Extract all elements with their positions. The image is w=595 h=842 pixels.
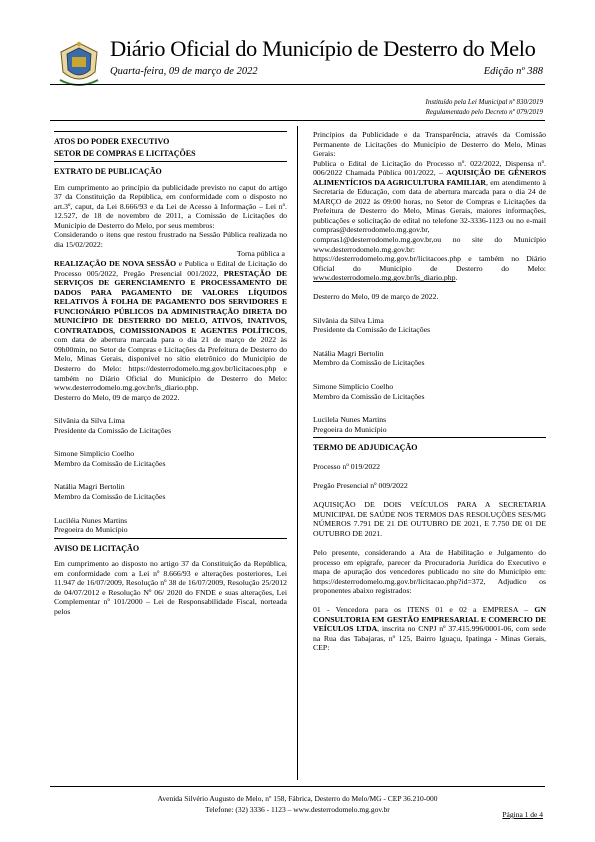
right-column <box>313 130 546 653</box>
signatory-role: Pregoeira do Município <box>313 424 387 434</box>
section-title: ATOS DO PODER EXECUTIVO <box>54 137 170 146</box>
signatory-name: Lucilela Nunes Martins <box>313 415 387 425</box>
extrato-object-paragraph <box>54 259 287 393</box>
signatory-role: Presidente da Comissão de Licitações <box>54 425 172 435</box>
aviso-heading: AVISO DE LICITAÇÃO <box>54 543 140 553</box>
signatory-name: Simone Simplício Coelho <box>313 381 394 391</box>
signatory-name: Silvânia da Silva Lima <box>313 315 384 325</box>
vencedora-paragraph <box>313 605 546 653</box>
footer-address: Avenida Silvério Augusto de Melo, nº 158, Fábrica, Desterro do Melo/MG - CEP 36.210-000 <box>157 794 438 803</box>
section-rule <box>313 437 546 438</box>
aviso-paragraph: Em cumprimento ao disposto no artigo 37 da Constituição da República, em conformidade com a Lei nº 8.666/93 e alterações posteriores, Lei 11.947 de 16/07/2009, Resolução nº 38 de 16/07/2009, Resolução 25/2012 de 04/07/2012 e Resolução Nº 06/ 2020 do FNDE e suas alterações, Lei Complementar nº 101/2000 – Lei de Responsabilidade Fiscal, norteada pelos <box>54 559 287 616</box>
processo-number: Processo nº 019/2022 <box>313 462 380 472</box>
company-name: GN CONSULTORIA EM GESTÃO EMPRESARIAL E COMERCIO DE VEÍCULOS LTDA <box>313 605 546 634</box>
institution-decree: Regulamentado pelo Decreto nº 079/2019 <box>425 108 543 116</box>
signatory-name: Natália Magri Bertolin <box>313 348 384 358</box>
section-rule <box>54 538 287 539</box>
termo-heading: TERMO DE ADJUDICAÇÃO <box>313 443 418 453</box>
section-subtitle: SETOR DE COMPRAS E LICITAÇÕES <box>54 148 196 158</box>
left-column <box>54 128 287 616</box>
footer-rule <box>50 786 545 787</box>
journal-title: Diário Oficial do Município de Desterro do Melo <box>110 36 536 61</box>
section-rule <box>54 161 287 162</box>
footer-contact: Telefone: (32) 3336 - 1123 – www.desterrodomelo.mg.gov.br <box>205 805 390 814</box>
header-rule <box>50 84 545 85</box>
place-date: Desterro do Melo, 09 de março de 2022. <box>54 392 180 402</box>
municipal-coat-of-arms-icon <box>57 40 101 88</box>
edital-details: , com data de abertura marcada para o dia 21 de março de 2022 às 09h00min, no Setor de Compras e Licitações da Prefeitura de Desterro do Melo, Minas Gerais, disponível no sítio eletrônico do Município de Desterro do Melo: https://desterrodomelo.mg.gov.br/licitacoes.php e também no Diário Oficial do Município de Desterro do Melo: www.desterrodomelo.mg.gov.br/ls_diario.php. <box>54 325 287 393</box>
column-divider <box>297 126 298 780</box>
extrato-paragraph: Em cumprimento ao princípio da publicidade previsto no caput do artigo 37 da Constituição da República, em conformidade com o disposto no art.3º, caput, da Lei 8.666/93 e da Lei de Acesso à Informação – Lei nº. 12.527, de 18 de novembro de 2011, a Comissão de Licitações do Município de Desterro do Melo, por seus membros: <box>54 182 287 230</box>
pregao-number: Pregão Presencial nº 009/2022 <box>313 481 408 491</box>
publication-date: Quarta-feira, 09 de março de 2022 <box>110 66 258 77</box>
aviso-continuation: Princípios da Publicidade e da Transparência, através da Comissão Permanente de Licitações do Município de Desterro do Melo, Minas Gerais: <box>313 130 546 159</box>
signatory-name: Luciléia Nunes Martins <box>54 515 128 525</box>
signatory-role: Presidente da Comissão de Licitações <box>313 325 431 335</box>
signatory-role: Pregoeira do Município <box>54 525 128 535</box>
object-description: AQUISIÇÃO DE GÊNEROS ALIMENTÍCIOS DA AGRICULTURA FAMILIAR <box>313 168 547 187</box>
nova-sessao-text: REALIZAÇÃO DE NOVA SESSÃO <box>54 259 177 269</box>
object-description: PRESTAÇÃO DE SERVIÇOS DE GERENCIAMENTO E PROCESSAMENTO DE DADOS PARA PAGAMENTO DE VALORES LÍQUIDOS RELATIVOS À FOLHA DE PAGAMENTO DOS SERVIDORES E FUNCIONÁRIO PÚBLICOS DA ADMINISTRAÇÃO DIRETA DO MUNICÍPIO DE DESTERRO DO MELO, ATIVOS, INATIVOS, CONTRATADOS, COMISSIONADOS E AGENTES POLÍTICOS <box>54 268 287 335</box>
edital-processo-text: Publica o Edital de Licitação do Processo nº. 022/2022, Dispensa nº. 006/2022 Chamada Pública 001/2022, – <box>313 158 546 178</box>
signatory-name: Natália Magri Bertolin <box>54 482 125 492</box>
extrato-torna-publica: Torna pública a <box>236 249 285 259</box>
chamada-publica-paragraph: Publica o Edital de Licitação do Processo nº. 022/2022, Dispensa nº. 006/2022 Chamada Pública 001/2022, – AQUISIÇÃO DE GÊNEROS ALIMENTÍCIOS DA AGRICULTURA FAMILIAR, em atendimento à Secretaria de Educação, com data de abertura marcada para o dia 24 de MARÇO de 2022 às 09:00 horas, no Setor de Compras e Licitações da Prefeitura de Desterro do Melo, Minas Gerais, maiores informações, publicações e solicitação de edital no telefone 32-3336-1123 ou no e-mail compras@desterrodomelo.mg.gov.br, compras1@desterrodomelo.mg.gov.br,ou no site do Município www.desterrodomelo.mg.gov.br: https://desterrodomelo.mg.gov.br/licitacoes.php e também no Diário Oficial do Município de Desterro do Melo: www.desterrodomelo.mg.gov.br/ls_diario.php. <box>313 158 547 283</box>
extrato-considerando: Considerando o itens que restou frustrado na Sessão Pública realizada no dia 15/02/2022: <box>54 230 287 249</box>
edition-number: Edição nº 388 <box>483 66 543 77</box>
edital-details: , em atendimento à Secretaria de Educação, com data de abertura marcada para o dia 24 de MARÇO de 2022 às 09:00 horas, no Setor de Compras e Licitações da Prefeitura de Desterro do Melo, Minas Gerais, maiores informações, publicações e solicitação de edital no telefone 32-3336-1123 ou no e-mail compras@desterrodomelo.mg.gov.br, compras1@desterrodomelo.mg.gov.br,ou no site do Município www.desterrodomelo.mg.gov.br: https://desterrodomelo.mg.gov.br/licitacoes.php e também no Diário Oficial do Município de Desterro do Melo: <box>313 177 546 273</box>
signatory-role: Membro da Comissão de Licitações <box>54 458 166 468</box>
company-details: , inscrita no CNPJ nº 37.415.996/0001-06, com sede na Rua das Tabajaras, nº 125, Bairro Iguaçu, Ipatinga - Minas Gerais, CEP: <box>313 624 546 653</box>
page-number: Página 1 de 4 <box>502 810 543 819</box>
diario-link[interactable]: www.desterrodomelo.mg.gov.br/ls_diario.php <box>313 273 456 283</box>
place-date: Desterro do Melo, 09 de março de 2022. <box>313 292 439 302</box>
signatory-role: Membro da Comissão de Licitações <box>54 491 166 501</box>
extrato-heading: EXTRATO DE PUBLICAÇÃO <box>54 167 162 177</box>
signatory-role: Membro da Comissão de Licitações <box>313 358 425 368</box>
header-rule-bottom <box>50 120 545 121</box>
signatory-name: Simone Simplício Coelho <box>54 449 135 459</box>
vencedora-intro: 01 - Vencedora para os ITENS 01 e 02 a EMPRESA – <box>313 605 535 615</box>
institution-law: Instituído pela Lei Municipal nº 830/2019 <box>425 98 543 106</box>
edital-text: e Publica o Edital de Licitação do Processo 005/2022, Pregão Presencial 001/2022, <box>54 259 287 278</box>
object-description: AQUISIÇÃO DE DOIS VEÍCULOS PARA A SECRETARIA MUNICIPAL DE SAÚDE NOS TERMOS DAS RESOLUÇÕES SES/MG NÚMEROS 7.791 DE 21 DE OUTUBRO DE 2021, E 7.750 DE 01 DE OUTUBRO DE 2021. <box>313 500 546 538</box>
adjudicacao-paragraph: Pelo presente, considerando a Ata de Habilitação e Julgamento do processo em epígrafe, parecer da Procuradoria Jurídica do Executivo e mapa de apuração dos vencedores publicado no site do Município em: https://desterrodomelo.mg.gov.br/licitacao.php?id=372, Adjudico os proponentes abaixo registrados: <box>313 548 546 596</box>
signatory-name: Silvânia da Silva Lima <box>54 416 125 426</box>
section-rule <box>54 131 287 132</box>
signatory-role: Membro da Comissão de Licitações <box>313 391 425 401</box>
